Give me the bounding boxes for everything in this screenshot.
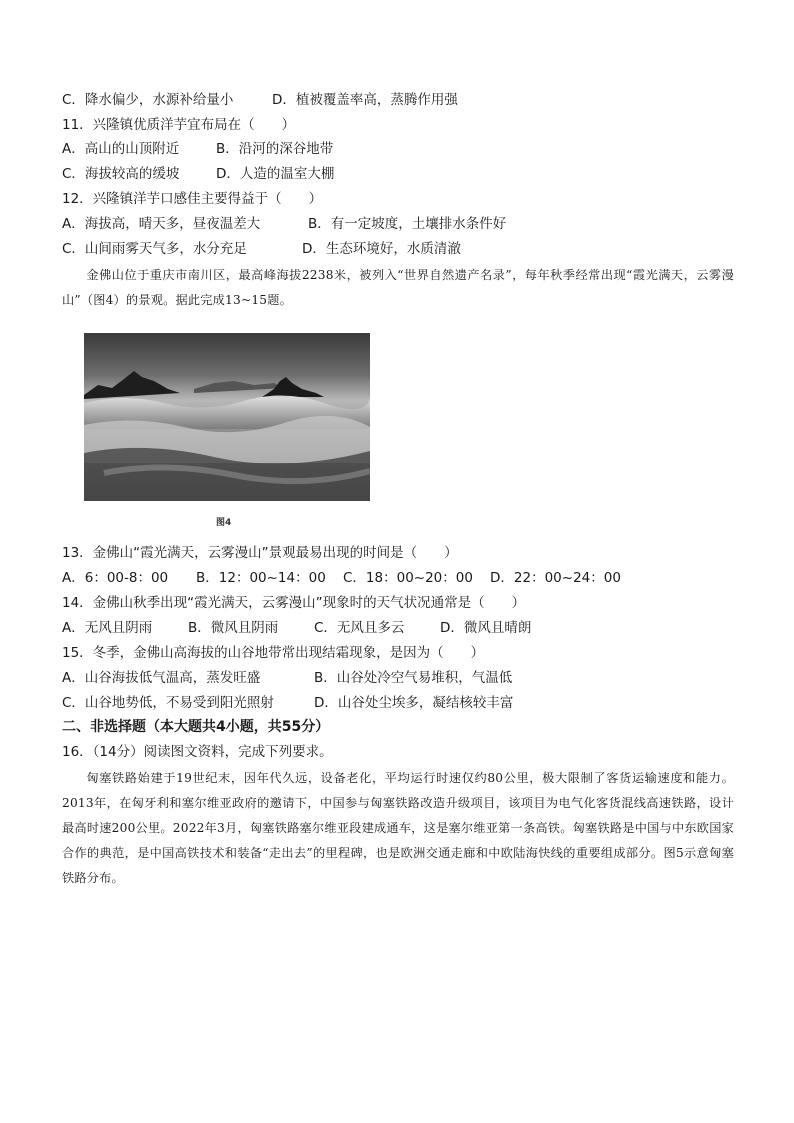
q11-option-b: B．沿河的深谷地带 bbox=[216, 141, 334, 157]
q14-option-d: D．微风且晴朗 bbox=[440, 620, 532, 636]
q14-option-b: B．微风且阴雨 bbox=[188, 620, 279, 636]
q13-option-d: D．22：00~24：00 bbox=[490, 570, 621, 586]
q13-option-b: B．12：00~14：00 bbox=[196, 570, 326, 586]
q12-option-b: B．有一定坡度，土壤排水条件好 bbox=[308, 216, 507, 232]
q11-option-d: D．人造的温室大棚 bbox=[216, 166, 335, 182]
q14-option-a: A．无风且阴雨 bbox=[62, 620, 153, 636]
section-2-title: 二、非选择题（本大题共4小题，共55分） bbox=[62, 719, 330, 735]
q13-stem: 13．金佛山“霞光满天，云雾漫山”景观最易出现的时间是（ ） bbox=[62, 545, 458, 561]
q10-option-d: D．植被覆盖率高，蒸腾作用强 bbox=[272, 92, 458, 108]
q10-option-c: C．降水偏少，水源补给量小 bbox=[62, 92, 234, 108]
jinfo-passage: 金佛山位于重庆市南川区，最高峰海拔2238米，被列入“世界自然遗产名录”，每年秋季经常出现“霞光满天，云雾漫山”（图4）的景观。据此完成13~15题。 bbox=[62, 268, 734, 307]
q13-option-a: A．6：00-8：00 bbox=[62, 570, 169, 586]
figure-4-photo bbox=[84, 333, 370, 501]
q15-stem: 15．冬季，金佛山高海拔的山谷地带常出现结霜现象，是因为（ ） bbox=[62, 645, 485, 661]
q15-option-d: D．山谷处尘埃多，凝结核较丰富 bbox=[314, 695, 514, 711]
q14-stem: 14．金佛山秋季出现“霞光满天，云雾漫山”现象时的天气状况通常是（ ） bbox=[62, 595, 526, 611]
q12-option-a: A．海拔高，晴天多，昼夜温差大 bbox=[62, 216, 261, 232]
q15-option-b: B．山谷处冷空气易堆积，气温低 bbox=[314, 670, 513, 686]
q14-option-c: C．无风且多云 bbox=[314, 620, 405, 636]
q12-stem: 12．兴隆镇洋芋口感佳主要得益于（ ） bbox=[62, 191, 323, 207]
q15-option-a: A．山谷海拔低气温高，蒸发旺盛 bbox=[62, 670, 261, 686]
q11-stem: 11．兴隆镇优质洋芋宜布局在（ ） bbox=[62, 117, 296, 133]
figure-4-caption: 图4 bbox=[216, 518, 232, 528]
q11-option-c: C．海拔较高的缓坡 bbox=[62, 166, 180, 182]
q12-option-d: D．生态环境好，水质清澈 bbox=[302, 241, 461, 257]
q16-stem: 16．（14分）阅读图文资料，完成下列要求。 bbox=[62, 744, 333, 760]
q13-option-c: C．18：00~20：00 bbox=[343, 570, 473, 586]
q15-option-c: C．山谷地势低，不易受到阳光照射 bbox=[62, 695, 274, 711]
q11-option-a: A．高山的山顶附近 bbox=[62, 141, 180, 157]
q16-passage: 匈塞铁路始建于19世纪末，因年代久远，设备老化，平均运行时速仅约80公里，极大限制了客货运输速度和能力。2013年，在匈牙利和塞尔维亚政府的邀请下，中国参与匈塞铁路改造升级项目，该项目为电气化客货混线高速铁路，设计最高时速200公里。2022年3月，匈塞铁路塞尔维亚段建成通车，这是塞尔维亚第一条高铁。匈塞铁路是中国与中东欧国家合作的典范，是中国高铁技术和装备“走出去”的里程碑，也是欧洲交通走廊和中欧陆海快线的重要组成部分。图5示意匈塞铁路分布。 bbox=[62, 771, 734, 885]
q12-option-c: C．山间雨雾天气多，水分充足 bbox=[62, 241, 247, 257]
